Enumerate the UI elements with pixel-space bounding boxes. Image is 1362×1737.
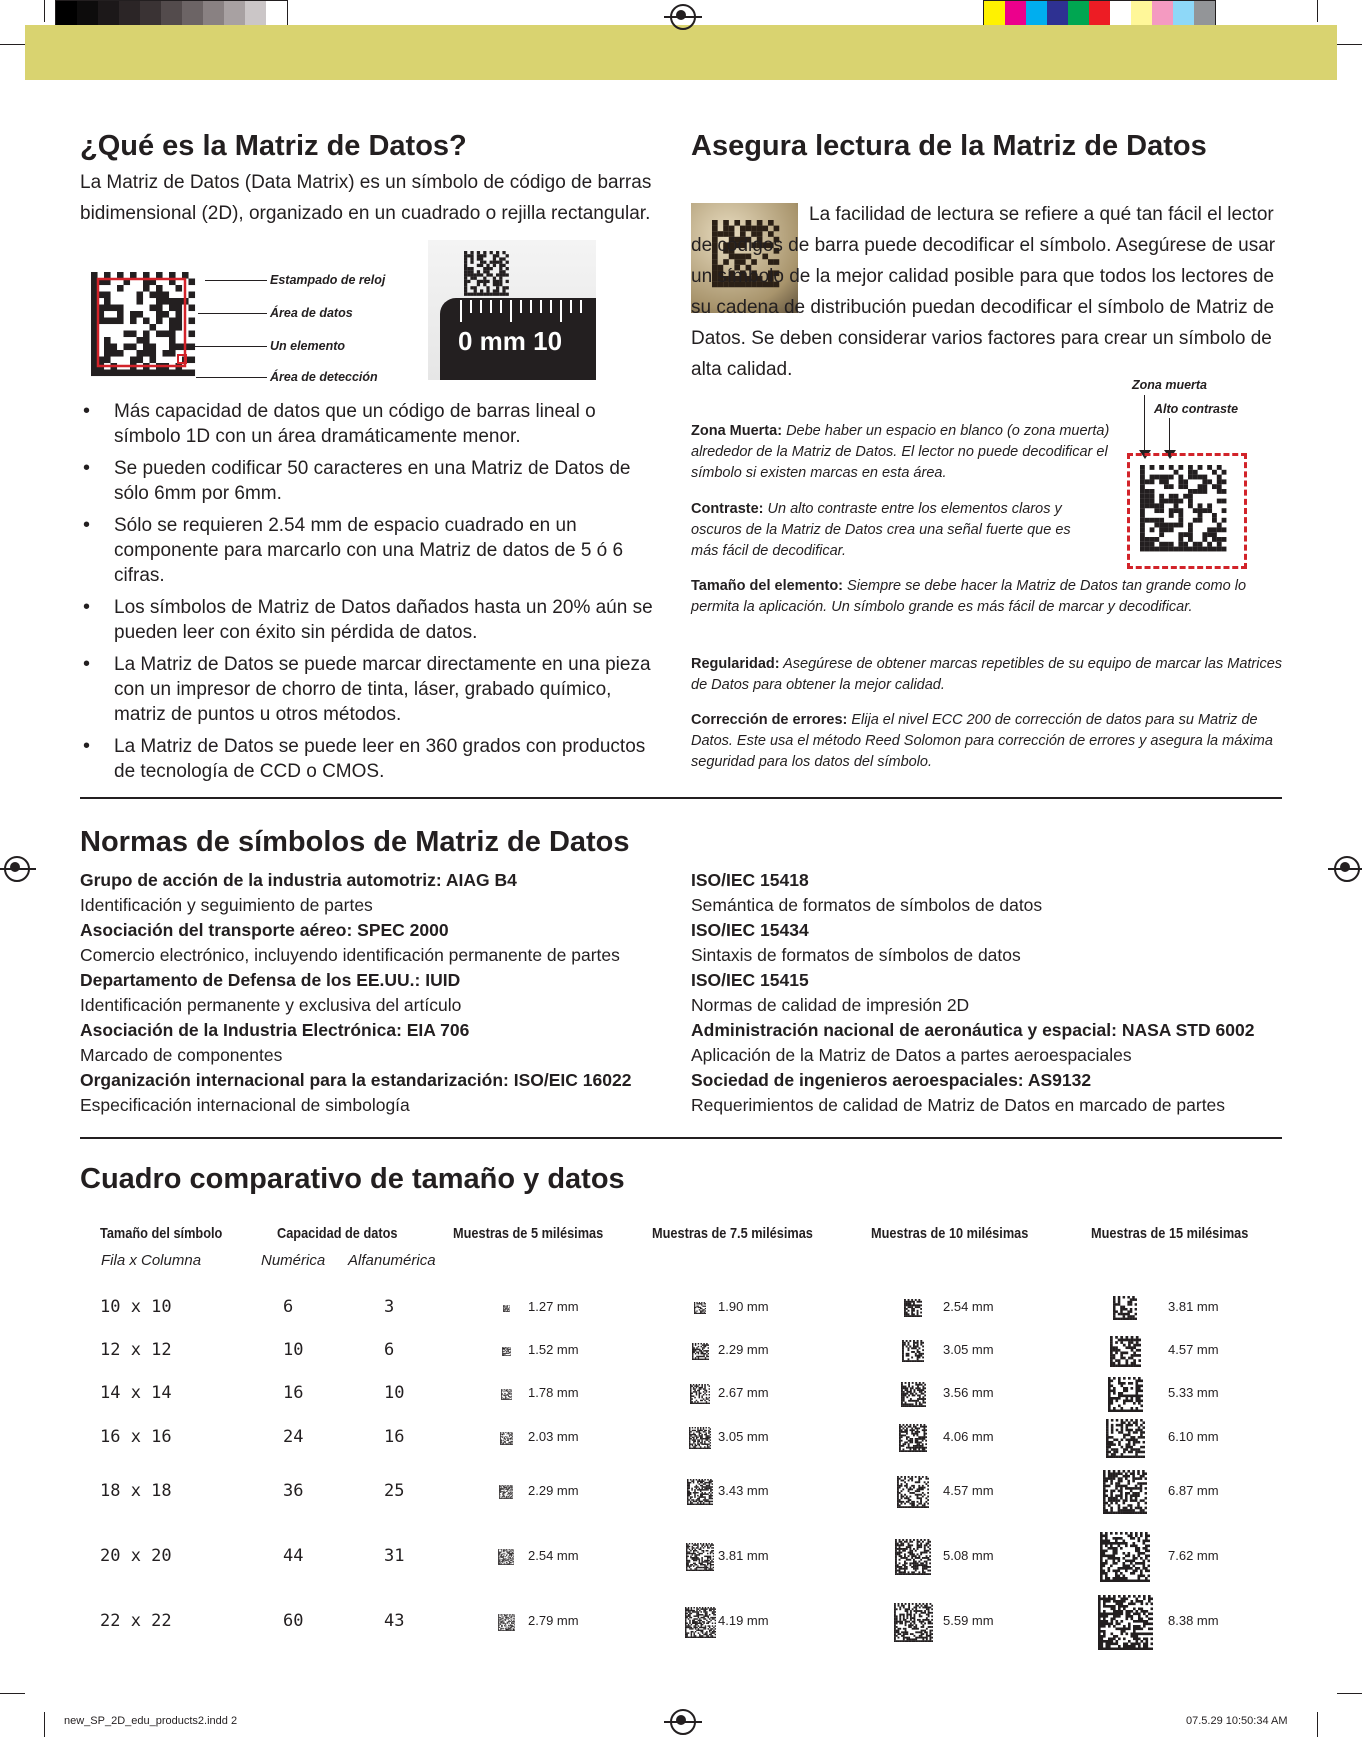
datamatrix-sample xyxy=(897,1476,929,1508)
datamatrix-sample xyxy=(1106,1419,1145,1458)
crop-mark xyxy=(1317,1712,1318,1737)
datamatrix-sample xyxy=(503,1305,510,1312)
callout-one-element: Un elemento xyxy=(270,339,346,353)
crop-mark xyxy=(0,44,25,45)
small-datamatrix-sample xyxy=(462,250,512,296)
table-cell-numeric: 44 xyxy=(283,1546,304,1566)
crop-mark xyxy=(1337,44,1362,45)
table-cell-numeric: 24 xyxy=(283,1427,304,1447)
datamatrix-sample xyxy=(498,1614,515,1631)
callout-leader xyxy=(196,377,267,378)
datamatrix-sample xyxy=(685,1607,716,1638)
sample-size-label: 3.05 mm xyxy=(943,1342,994,1357)
section-divider xyxy=(80,1137,1282,1139)
standard-description: Normas de calidad de impresión 2D xyxy=(691,995,970,1015)
subheader: Fila x Columna xyxy=(101,1252,202,1269)
section-title-readability: Asegura lectura de la Matriz de Datos xyxy=(691,130,1207,162)
table-cell-alphanumeric: 10 xyxy=(384,1383,405,1403)
datamatrix-sample xyxy=(694,1302,706,1314)
registration-mark-icon xyxy=(1334,856,1360,882)
table-cell-size: 12 x 12 xyxy=(100,1340,172,1360)
subheader: Numérica xyxy=(261,1252,326,1269)
table-cell-numeric: 60 xyxy=(283,1611,304,1631)
list-item: • La Matriz de Datos se puede marcar directamente en una pieza con un impresor de chorro de tinta, láser, grabado químico, matriz de puntos u otros métodos. xyxy=(80,652,660,727)
list-item: • Se pueden codificar 50 caracteres en una Matriz de Datos de sólo 6mm por 6mm. xyxy=(80,456,660,506)
datamatrix-sample xyxy=(1108,1377,1143,1412)
datamatrix-sample xyxy=(1110,1336,1141,1367)
sample-size-label: 3.43 mm xyxy=(718,1483,769,1498)
sample-size-label: 2.54 mm xyxy=(528,1548,579,1563)
standard-description: Semántica de formatos de símbolos de datos xyxy=(691,895,1043,915)
standard-description: Sintaxis de formatos de símbolos de datos xyxy=(691,945,1021,965)
column-header: Muestras de 15 milésimas xyxy=(1091,1225,1249,1242)
standard-description: Identificación permanente y exclusiva del artículo xyxy=(80,995,462,1015)
datamatrix-sample xyxy=(899,1424,927,1452)
datamatrix-sample xyxy=(895,1539,931,1575)
table-cell-alphanumeric: 6 xyxy=(384,1340,395,1360)
standard-description: Identificación y seguimiento de partes xyxy=(80,895,373,915)
sample-size-label: 6.10 mm xyxy=(1168,1429,1219,1444)
standard-name: ISO/IEC 15415 xyxy=(691,970,809,990)
standard-name: Organización internacional para la estandarización: ISO/EIC 16022 xyxy=(80,1070,632,1090)
standard-name: Grupo de acción de la industria automotriz: AIAG B4 xyxy=(80,870,517,890)
footer-filename: new_SP_2D_edu_products2.indd 2 xyxy=(64,1715,238,1727)
callout-leader xyxy=(1144,395,1145,455)
table-cell-size: 22 x 22 xyxy=(100,1611,172,1631)
datamatrix-sample xyxy=(904,1299,922,1317)
sample-size-label: 4.06 mm xyxy=(943,1429,994,1444)
standard-name: ISO/IEC 15434 xyxy=(691,920,809,940)
sample-size-label: 3.81 mm xyxy=(718,1548,769,1563)
standard-description: Requerimientos de calidad de Matriz de Datos en marcado de partes xyxy=(691,1095,1226,1115)
sample-size-label: 3.05 mm xyxy=(718,1429,769,1444)
list-item: • Sólo se requieren 2.54 mm de espacio cuadrado en un componente para marcarlo con una Matriz de datos de 5 ó 6 cifras. xyxy=(80,513,660,588)
datamatrix-sample xyxy=(502,1347,511,1356)
item-error-correction: Corrección de errores: Elija el nivel ECC 200 de corrección de datos para su Matriz de Datos. Este usa el método Reed Solomon para corrección de errores y asegura la máxima seguridad para los datos del símbolo. xyxy=(691,712,1273,770)
table-cell-numeric: 10 xyxy=(283,1340,304,1360)
sample-size-label: 2.79 mm xyxy=(528,1613,579,1628)
standard-description: Aplicación de la Matriz de Datos a partes aeroespaciales xyxy=(691,1045,1132,1065)
datamatrix-sample xyxy=(901,1382,926,1407)
datamatrix-sample xyxy=(689,1427,711,1449)
sample-size-label: 5.59 mm xyxy=(943,1613,994,1628)
section-title-standards: Normas de símbolos de Matriz de Datos xyxy=(80,826,630,858)
standard-name: Asociación del transporte aéreo: SPEC 2000 xyxy=(80,920,449,940)
crop-mark xyxy=(1317,0,1318,22)
standard-description: Comercio electrónico, incluyendo identificación permanente de partes xyxy=(80,945,620,965)
table-cell-alphanumeric: 16 xyxy=(384,1427,405,1447)
table-cell-alphanumeric: 43 xyxy=(384,1611,405,1631)
datamatrix-sample xyxy=(1103,1470,1147,1514)
standard-name: Departamento de Defensa de los EE.UU.: IUID xyxy=(80,970,461,990)
callout-finder-pattern: Área de detección xyxy=(270,370,378,384)
callout-quiet-zone: Zona muerta xyxy=(1132,378,1208,392)
list-item: • Los símbolos de Matriz de Datos dañados hasta un 20% aún se pueden leer con éxito sin pérdida de datos. xyxy=(80,595,660,645)
sample-size-label: 1.27 mm xyxy=(528,1299,579,1314)
datamatrix-sample xyxy=(1100,1532,1150,1582)
table-cell-numeric: 36 xyxy=(283,1481,304,1501)
callout-high-contrast: Alto contraste xyxy=(1154,402,1239,416)
item-regularity: Regularidad: Asegúrese de obtener marcas repetibles de su equipo de marcar las Matrices de Datos para obtener la mejor calidad. xyxy=(691,656,1283,693)
sample-size-label: 8.38 mm xyxy=(1168,1613,1219,1628)
standard-description: Especificación internacional de simbología xyxy=(80,1095,410,1115)
section-title-what-is: ¿Qué es la Matriz de Datos? xyxy=(80,130,467,162)
list-item: • La Matriz de Datos se puede leer en 360 grados con productos de tecnología de CCD o CMOS. xyxy=(80,734,660,784)
sample-size-label: 4.19 mm xyxy=(718,1613,769,1628)
section-title-comparison: Cuadro comparativo de tamaño y datos xyxy=(80,1163,625,1195)
column-header: Muestras de 5 milésimas xyxy=(453,1225,604,1242)
sample-size-label: 2.29 mm xyxy=(718,1342,769,1357)
feature-bullet-list xyxy=(80,399,660,791)
callout-leader xyxy=(205,280,267,281)
column-header: Capacidad de datos xyxy=(277,1225,398,1242)
intro-paragraph: La Matriz de Datos (Data Matrix) es un símbolo de código de barras bidimensional (2D), organizado en un cuadrado o rejilla rectangular. xyxy=(80,172,652,224)
column-header: Muestras de 10 milésimas xyxy=(871,1225,1029,1242)
sample-size-label: 5.08 mm xyxy=(943,1548,994,1563)
ruler-ticks xyxy=(458,300,588,324)
datamatrix-sample xyxy=(1113,1296,1137,1320)
sample-size-label: 5.33 mm xyxy=(1168,1385,1219,1400)
column-header: Tamaño del símbolo xyxy=(100,1225,223,1242)
table-cell-numeric: 16 xyxy=(283,1383,304,1403)
section-divider xyxy=(80,797,1282,799)
sample-size-label: 4.57 mm xyxy=(1168,1342,1219,1357)
sample-size-label: 2.54 mm xyxy=(943,1299,994,1314)
table-cell-size: 14 x 14 xyxy=(100,1383,172,1403)
table-cell-size: 10 x 10 xyxy=(100,1297,172,1317)
sample-size-label: 3.81 mm xyxy=(1168,1299,1219,1314)
table-cell-numeric: 6 xyxy=(283,1297,294,1317)
sample-size-label: 6.87 mm xyxy=(1168,1483,1219,1498)
item-quiet-zone: Zona Muerta: Debe haber un espacio en blanco (o zona muerta) alrededor de la Matriz de Datos. El lector no puede decodificar el símbolo si existen marcas en esta área. xyxy=(691,423,1110,481)
registration-mark-icon xyxy=(670,1709,696,1735)
crop-mark xyxy=(1337,1693,1362,1694)
sample-size-label: 2.29 mm xyxy=(528,1483,579,1498)
callout-leader xyxy=(198,313,267,314)
datamatrix-sample xyxy=(902,1340,924,1362)
datamatrix-sample xyxy=(500,1432,513,1445)
sample-size-label: 1.52 mm xyxy=(528,1342,579,1357)
standard-name: ISO/IEC 15418 xyxy=(691,870,809,890)
table-cell-alphanumeric: 3 xyxy=(384,1297,395,1317)
datamatrix-sample xyxy=(687,1479,713,1505)
callout-data-area: Área de datos xyxy=(270,306,353,320)
sample-size-label: 4.57 mm xyxy=(943,1483,994,1498)
registration-mark-icon xyxy=(670,4,696,30)
standards-left-column xyxy=(80,868,680,1118)
sample-size-label: 2.03 mm xyxy=(528,1429,579,1444)
column-header: Muestras de 7.5 milésimas xyxy=(652,1225,813,1242)
sample-size-label: 1.90 mm xyxy=(718,1299,769,1314)
sample-size-label: 2.67 mm xyxy=(718,1385,769,1400)
table-cell-size: 20 x 20 xyxy=(100,1546,172,1566)
table-cell-size: 16 x 16 xyxy=(100,1427,172,1447)
standard-description: Marcado de componentes xyxy=(80,1045,283,1065)
table-cell-alphanumeric: 25 xyxy=(384,1481,405,1501)
standard-name: Sociedad de ingenieros aeroespaciales: AS9132 xyxy=(691,1070,1092,1090)
datamatrix-sample xyxy=(498,1549,514,1565)
crop-mark xyxy=(44,0,45,22)
quiet-zone-datamatrix xyxy=(1140,465,1228,553)
standard-name: Asociación de la Industria Electrónica: EIA 706 xyxy=(80,1020,470,1040)
datamatrix-sample xyxy=(501,1389,512,1400)
item-element-size: Tamaño del elemento: Siempre se debe hacer la Matriz de Datos tan grande como lo permita la aplicación. Un símbolo grande es más fácil de marcar y decodificar. xyxy=(691,578,1247,615)
datamatrix-sample xyxy=(499,1485,513,1499)
standard-name: Administración nacional de aeronáutica y espacial: NASA STD 6002 xyxy=(691,1020,1255,1040)
table-cell-size: 18 x 18 xyxy=(100,1481,172,1501)
crop-mark xyxy=(0,1693,25,1694)
callout-leader xyxy=(190,346,267,347)
standards-right-column xyxy=(691,868,1291,1118)
table-cell-alphanumeric: 31 xyxy=(384,1546,405,1566)
crop-mark xyxy=(44,1712,45,1737)
sample-size-label: 1.78 mm xyxy=(528,1385,579,1400)
datamatrix-sample xyxy=(1098,1595,1153,1650)
datamatrix-anatomy-diagram xyxy=(88,265,203,380)
subheader: Alfanumérica xyxy=(348,1252,436,1269)
registration-mark-icon xyxy=(4,856,30,882)
callout-clock-track: Estampado de reloj xyxy=(270,273,386,287)
datamatrix-sample xyxy=(686,1543,714,1571)
header-band xyxy=(25,25,1337,80)
item-contrast: Contraste: Un alto contraste entre los elementos claros y oscuros de la Matriz de Datos crea una señal fuerte que es más fácil de decodificar. xyxy=(691,501,1071,559)
footer-timestamp: 07.5.29 10:50:34 AM xyxy=(1186,1715,1288,1727)
readability-intro: La facilidad de lectura se refiere a qué tan fácil el lector de códigos de barra puede decodificar el símbolo. Asegúrese de usar un símbolo de la mejor calidad posible para que todos los lectores de su cadena de distribución puedan decodificar el símbolo de Matriz de Datos. Se deben considerar varios factores para crear un símbolo de alta calidad. xyxy=(691,204,1276,380)
datamatrix-sample xyxy=(692,1343,709,1360)
datamatrix-sample xyxy=(690,1384,710,1404)
sample-size-label: 3.56 mm xyxy=(943,1385,994,1400)
datamatrix-sample xyxy=(894,1603,933,1642)
sample-size-label: 7.62 mm xyxy=(1168,1548,1219,1563)
ruler-label: 0 mm 10 xyxy=(458,326,563,356)
list-item: • Más capacidad de datos que un código de barras lineal o símbolo 1D con un área dramáticamente menor. xyxy=(80,399,660,449)
